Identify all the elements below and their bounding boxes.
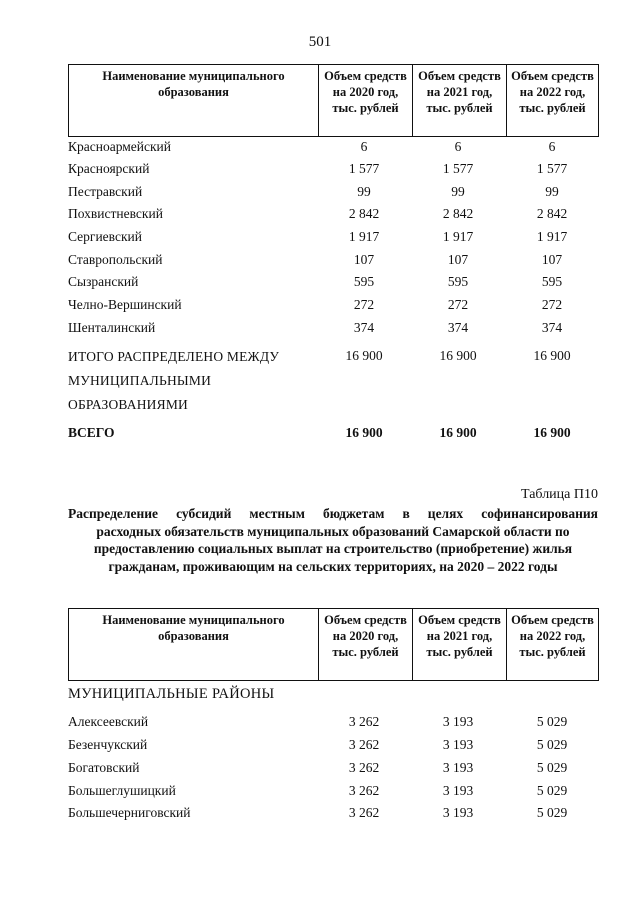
table2-header-2021: Объем средств на 2021 год, тыс. рублей [413, 609, 507, 681]
row-value-2022: 1 917 [536, 229, 568, 244]
row-value-2020: 107 [353, 252, 375, 267]
row-name: Красноармейский [68, 139, 172, 154]
row-value-2022: 5 029 [536, 805, 568, 820]
row-value-2020: 3 262 [348, 737, 380, 752]
row-value-2022: 1 577 [536, 161, 568, 176]
table-row [0, 203, 640, 225]
row-value-2022: 5 029 [536, 737, 568, 752]
row-value-2021: 3 193 [442, 805, 474, 820]
table-row [0, 294, 640, 316]
row-value-2022: 5 029 [536, 783, 568, 798]
table-title-rest: расходных обязательств муниципальных образований Самарской области по предоставлению социальных выплат на строительство (приобретение) жилья гражданам, проживающим на сельских территориях, на 2020 – 2022 годы [93, 523, 573, 574]
table-label: Таблица П10 [521, 487, 598, 502]
table-row [0, 271, 640, 293]
grand-total-2021: 16 900 [439, 425, 477, 440]
table2-header-2022: Объем средств на 2022 год, тыс. рублей [507, 609, 599, 681]
total-distributed-row [0, 345, 640, 417]
section-label: МУНИЦИПАЛЬНЫЕ РАЙОНЫ [68, 686, 275, 702]
row-value-2020: 2 842 [348, 206, 380, 221]
row-value-2020: 3 262 [348, 805, 380, 820]
grand-total-row [0, 422, 640, 444]
row-value-2021: 3 193 [442, 783, 474, 798]
table-row [0, 802, 640, 824]
table-row [0, 226, 640, 248]
row-value-2020: 595 [353, 274, 375, 289]
row-name: Большеглушицкий [68, 783, 176, 798]
row-value-2021: 1 917 [442, 229, 474, 244]
table2-header [68, 608, 599, 681]
table-row [0, 757, 640, 779]
row-value-2020: 3 262 [348, 714, 380, 729]
row-value-2021: 2 842 [442, 206, 474, 221]
row-value-2022: 107 [541, 252, 563, 267]
row-value-2020: 1 917 [348, 229, 380, 244]
table-row [0, 158, 640, 180]
row-value-2020: 6 [360, 139, 368, 154]
row-value-2020: 272 [353, 297, 375, 312]
table-row [0, 181, 640, 203]
total-distributed-2021: 16 900 [439, 348, 477, 363]
row-value-2022: 374 [541, 320, 563, 335]
total-distributed-label: ИТОГО РАСПРЕДЕЛЕНО МЕЖДУ МУНИЦИПАЛЬНЫМИ ОБРАЗОВАНИЯМИ [68, 349, 280, 412]
row-value-2022: 272 [541, 297, 563, 312]
grand-total-label: ВСЕГО [68, 425, 115, 440]
row-value-2021: 99 [451, 184, 465, 199]
row-value-2021: 595 [447, 274, 469, 289]
table-row [0, 734, 640, 756]
grand-total-2022: 16 900 [533, 425, 571, 440]
row-value-2021: 3 193 [442, 714, 474, 729]
table1-header-2022: Объем средств на 2022 год, тыс. рублей [507, 65, 599, 137]
table-row [0, 317, 640, 339]
row-name: Похвистневский [68, 206, 163, 221]
row-name: Безенчукский [68, 737, 148, 752]
total-distributed-2022: 16 900 [533, 348, 571, 363]
row-name: Большечерниговский [68, 805, 191, 820]
table-row [0, 249, 640, 271]
total-distributed-2020: 16 900 [345, 348, 383, 363]
row-name: Богатовский [68, 760, 140, 775]
row-value-2020: 99 [357, 184, 371, 199]
row-name: Сызранский [68, 274, 139, 289]
row-value-2021: 272 [447, 297, 469, 312]
row-value-2021: 6 [454, 139, 462, 154]
table2-header-2020: Объем средств на 2020 год, тыс. рублей [319, 609, 413, 681]
grand-total-2020: 16 900 [345, 425, 383, 440]
table-title [68, 505, 598, 575]
row-value-2020: 3 262 [348, 783, 380, 798]
row-name: Шенталинский [68, 320, 156, 335]
table-title-line-1: Распределение субсидий местным бюджетам в целях софинансирования [68, 506, 598, 521]
page-number: 501 [308, 34, 332, 50]
row-value-2021: 374 [447, 320, 469, 335]
table-row [0, 136, 640, 158]
table1-header-2021: Объем средств на 2021 год, тыс. рублей [413, 65, 507, 137]
row-value-2022: 5 029 [536, 714, 568, 729]
row-value-2022: 6 [548, 139, 556, 154]
row-value-2020: 3 262 [348, 760, 380, 775]
row-value-2020: 1 577 [348, 161, 380, 176]
row-value-2021: 3 193 [442, 760, 474, 775]
row-name: Ставропольский [68, 252, 163, 267]
row-value-2022: 595 [541, 274, 563, 289]
row-value-2021: 107 [447, 252, 469, 267]
table-row [0, 711, 640, 733]
table2-header-name: Наименование муниципального образования [69, 609, 319, 681]
table1-header-name: Наименование муниципального образования [69, 65, 319, 137]
table-row [0, 780, 640, 802]
row-name: Челно-Вершинский [68, 297, 182, 312]
row-value-2022: 2 842 [536, 206, 568, 221]
row-value-2022: 5 029 [536, 760, 568, 775]
row-value-2022: 99 [545, 184, 559, 199]
row-name: Алексеевский [68, 714, 149, 729]
table1-header [68, 64, 599, 137]
row-value-2021: 3 193 [442, 737, 474, 752]
row-name: Красноярский [68, 161, 150, 176]
row-name: Пестравский [68, 184, 143, 199]
row-value-2020: 374 [353, 320, 375, 335]
table1-header-2020: Объем средств на 2020 год, тыс. рублей [319, 65, 413, 137]
row-name: Сергиевский [68, 229, 142, 244]
row-value-2021: 1 577 [442, 161, 474, 176]
